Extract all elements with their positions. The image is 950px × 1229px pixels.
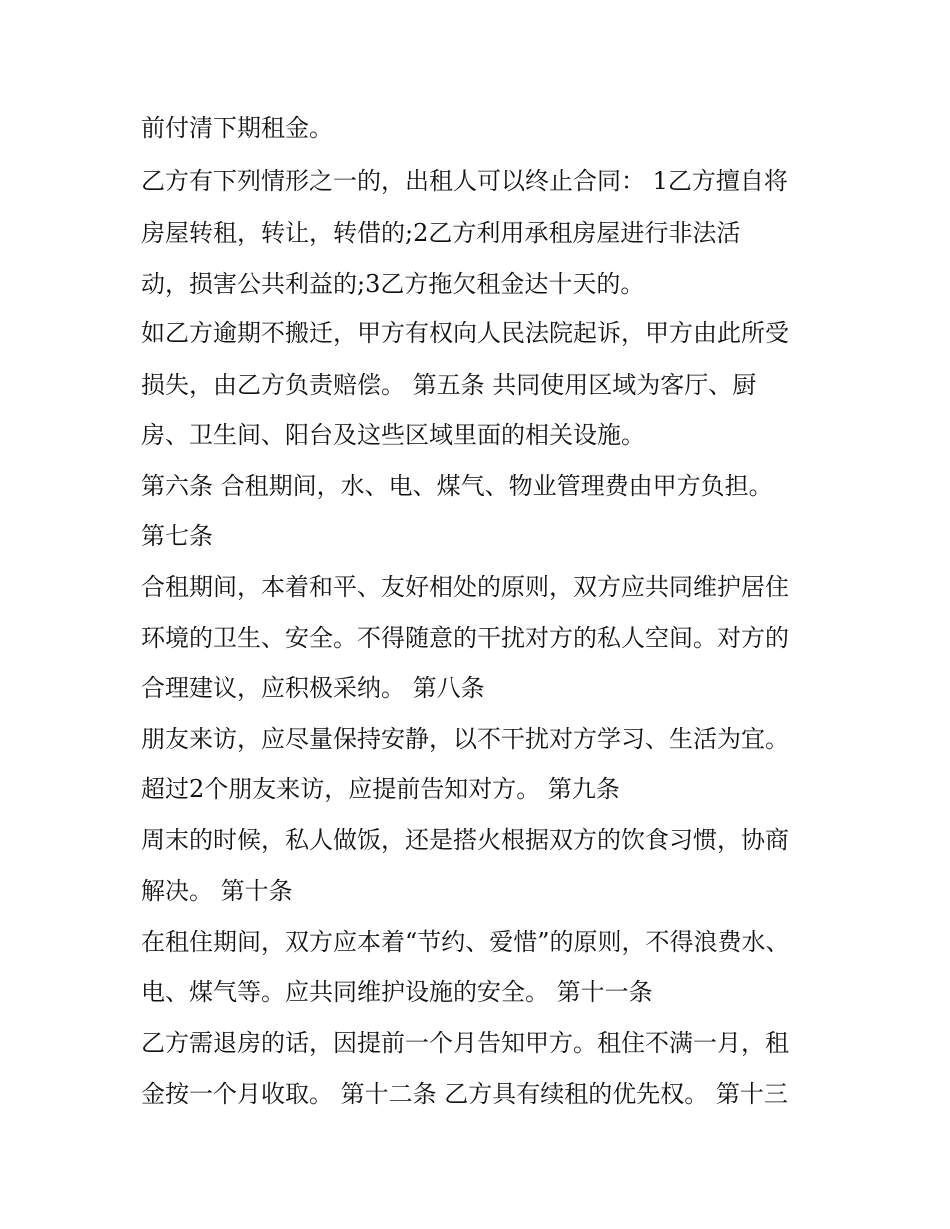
text-line: 合租期间，本着和平、友好相处的原则，双方应共同维护居住 bbox=[141, 573, 789, 601]
text-line: 前付清下期租金。 bbox=[141, 114, 333, 142]
text-line: 第六条 合租期间，水、电、煤气、物业管理费由甲方负担。 bbox=[141, 472, 773, 500]
text-line: 周末的时候，私人做饭，还是搭火根据双方的饮食习惯，协商 bbox=[141, 826, 789, 854]
text-line: 动，损害公共利益的;3乙方拖欠租金达十天的。 bbox=[141, 270, 645, 298]
text-line: 在租住期间，双方应本着“节约、爱惜”的原则，不得浪费水、 bbox=[141, 928, 790, 956]
text-line: 房、卫生间、阳台及这些区域里面的相关设施。 bbox=[141, 421, 645, 449]
text-line: 房屋转租，转让，转借的;2乙方利用承租房屋进行非法活 bbox=[141, 219, 741, 247]
text-line: 乙方有下列情形之一的，出租人可以终止合同： 1乙方擅自将 bbox=[141, 167, 788, 195]
text-line: 超过2个朋友来访，应提前告知对方。 第九条 bbox=[141, 775, 620, 803]
text-line: 环境的卫生、安全。不得随意的干扰对方的私人空间。对方的 bbox=[141, 624, 789, 652]
text-line: 电、煤气等。应共同维护设施的安全。 第十一条 bbox=[141, 978, 653, 1006]
text-line: 损失，由乙方负责赔偿。 第五条 共同使用区域为客厅、厨 bbox=[141, 371, 757, 399]
text-line: 如乙方逾期不搬迁，甲方有权向人民法院起诉，甲方由此所受 bbox=[141, 319, 789, 347]
text-line: 朋友来访，应尽量保持安静，以不干扰对方学习、生活为宜。 bbox=[141, 725, 789, 753]
text-line: 解决。 第十条 bbox=[141, 877, 293, 905]
text-line: 合理建议，应积极采纳。 第八条 bbox=[141, 674, 485, 702]
text-line: 第七条 bbox=[141, 522, 213, 550]
text-line: 金按一个月收取。 第十二条 乙方具有续租的优先权。 第十三 bbox=[141, 1080, 788, 1108]
text-line: 乙方需退房的话，因提前一个月告知甲方。租住不满一月，租 bbox=[141, 1029, 789, 1057]
